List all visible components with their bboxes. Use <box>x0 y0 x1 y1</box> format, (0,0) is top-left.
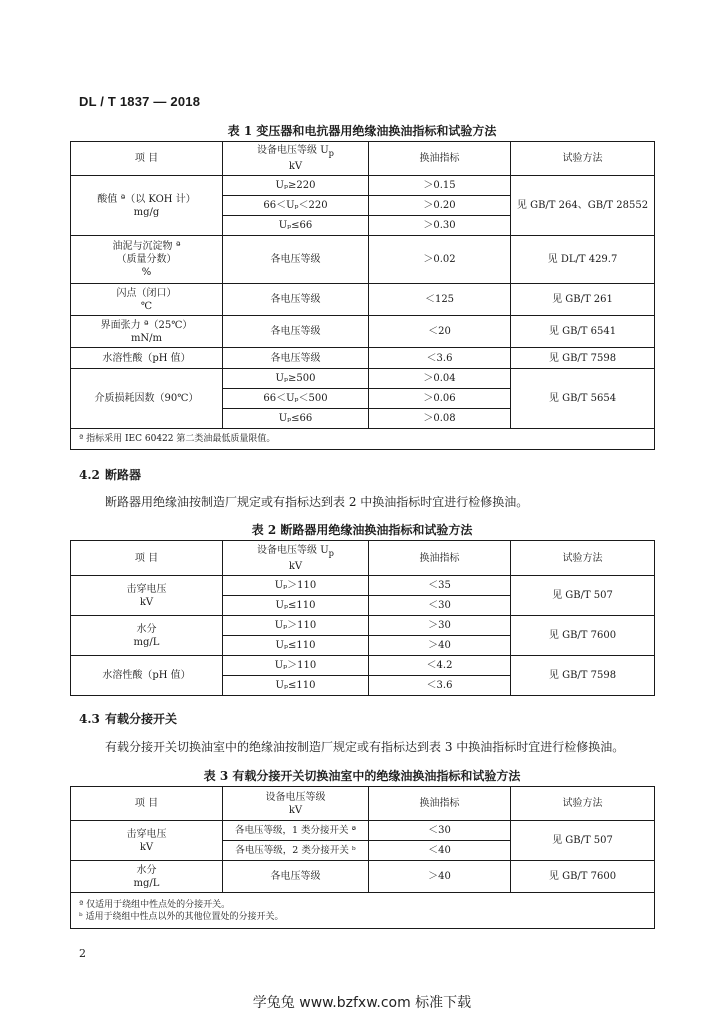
table2-level: Uₚ≤110 <box>223 636 369 656</box>
table1-header-item: 项 目 <box>71 142 223 176</box>
table1-method: 见 DL/T 429.7 <box>511 236 655 284</box>
table3-header-item: 项 目 <box>71 787 223 821</box>
section-number: 4.2 <box>79 468 100 482</box>
table1-item-interfacial-tension: 界面张力 ª（25℃） mN/m <box>71 316 223 348</box>
table2-header-voltage: 设备电压等级 $U_p$ kV <box>223 541 369 576</box>
table2 <box>70 540 655 696</box>
table1-level: Uₚ≥500 <box>223 369 369 389</box>
table2-header-item: 项 目 <box>71 541 223 576</box>
table2-method: 见 GB/T 7600 <box>511 616 655 656</box>
table3-limit: ＞40 <box>369 861 511 893</box>
table1-method: 见 GB/T 5654 <box>511 369 655 429</box>
table3-limit: ＜40 <box>369 841 511 861</box>
section-4-3-paragraph: 有载分接开关切换油室中的绝缘油按制造厂规定或有指标达到表 3 中换油指标时宜进行检修换油。 <box>105 740 625 754</box>
table2-level: Uₚ＞110 <box>223 656 369 676</box>
table1-item-water-soluble-acid: 水溶性酸（pH 值） <box>71 348 223 369</box>
section-4-3-heading <box>79 710 177 727</box>
table1-limit: ＞0.15 <box>369 176 511 196</box>
section-title: 断路器 <box>105 468 142 482</box>
table1-method: 见 GB/T 261 <box>511 284 655 316</box>
section-number: 4.3 <box>79 712 100 726</box>
table2-limit: ＜35 <box>369 576 511 596</box>
table1-level: 各电压等级 <box>223 236 369 284</box>
table3-footnote-a: ª 仅适用于绕组中性点处的分接开关。 <box>79 899 231 910</box>
table1-level: 各电压等级 <box>223 348 369 369</box>
table3-caption: 表 3 有载分接开关切换油室中的绝缘油换油指标和试验方法 <box>203 769 521 783</box>
table1-limit: ＞0.20 <box>369 196 511 216</box>
table3-level: 各电压等级，1 类分接开关 ª <box>223 821 369 841</box>
table3-method: 见 GB/T 507 <box>511 821 655 861</box>
table1-item-flash-point: 闪点（闭口） ℃ <box>71 284 223 316</box>
table1-level: 66＜Uₚ＜220 <box>223 196 369 216</box>
page-number: 2 <box>79 947 86 960</box>
table2-caption: 表 2 断路器用绝缘油换油指标和试验方法 <box>251 523 473 537</box>
table1-level: Uₚ≤66 <box>223 409 369 429</box>
table2-header-limit: 换油指标 <box>369 541 511 576</box>
table2-limit: ＜30 <box>369 596 511 616</box>
table2-level: Uₚ≤110 <box>223 596 369 616</box>
table3-footnote-b: ᵇ 适用于绕组中性点以外的其他位置处的分接开关。 <box>79 911 284 922</box>
table2-limit: ＞40 <box>369 636 511 656</box>
table2-item-breakdown-voltage: 击穿电压 kV <box>71 576 223 616</box>
table3-method: 见 GB/T 7600 <box>511 861 655 893</box>
table1-method: 见 GB/T 7598 <box>511 348 655 369</box>
table1-item-acid: 酸值 ª（以 KOH 计） mg/g <box>71 176 223 236</box>
table2-method: 见 GB/T 7598 <box>511 656 655 696</box>
table1-level: 各电压等级 <box>223 284 369 316</box>
table1-limit: ＜20 <box>369 316 511 348</box>
table1-caption: 表 1 变压器和电抗器用绝缘油换油指标和试验方法 <box>227 124 497 138</box>
table2-level: Uₚ≤110 <box>223 676 369 696</box>
table3-item-moisture: 水分 mg/L <box>71 861 223 893</box>
table1-header-voltage: 设备电压等级 $U_p$ kV <box>223 142 369 176</box>
table1-limit: ＞0.30 <box>369 216 511 236</box>
table3-header-voltage: 设备电压等级 kV <box>223 787 369 821</box>
table1-limit: ＜125 <box>369 284 511 316</box>
table3-footnotes <box>71 893 655 929</box>
table1-limit: ＞0.06 <box>369 389 511 409</box>
section-title: 有载分接开关 <box>105 712 178 726</box>
section-4-2-heading <box>79 466 141 483</box>
table3-header-method: 试验方法 <box>511 787 655 821</box>
table2-limit: ＜4.2 <box>369 656 511 676</box>
section-4-2-paragraph: 断路器用绝缘油按制造厂规定或有指标达到表 2 中换油指标时宜进行检修换油。 <box>105 495 529 509</box>
table2-limit: ＞30 <box>369 616 511 636</box>
table2-limit: ＜3.6 <box>369 676 511 696</box>
table3-limit: ＜30 <box>369 821 511 841</box>
table2-method: 见 GB/T 507 <box>511 576 655 616</box>
table1-limit: ＞0.02 <box>369 236 511 284</box>
table1 <box>70 141 655 450</box>
table1-header-method: 试验方法 <box>511 142 655 176</box>
table3-item-breakdown-voltage: 击穿电压 kV <box>71 821 223 861</box>
table1-header-limit: 换油指标 <box>369 142 511 176</box>
table1-level: Uₚ≥220 <box>223 176 369 196</box>
table1-method: 见 GB/T 264、GB/T 28552 <box>511 176 655 236</box>
table1-item-dielectric-loss: 介质损耗因数（90℃） <box>71 369 223 429</box>
table2-header-method: 试验方法 <box>511 541 655 576</box>
table1-level: 各电压等级 <box>223 316 369 348</box>
table2-level: Uₚ＞110 <box>223 576 369 596</box>
site-watermark: 学兔兔 www.bzfxw.com 标准下载 <box>252 995 472 1011</box>
table1-limit: ＞0.04 <box>369 369 511 389</box>
table1-level: Uₚ≤66 <box>223 216 369 236</box>
table1-method: 见 GB/T 6541 <box>511 316 655 348</box>
table3-level: 各电压等级，2 类分接开关 ᵇ <box>223 841 369 861</box>
table3-level: 各电压等级 <box>223 861 369 893</box>
table2-level: Uₚ＞110 <box>223 616 369 636</box>
table2-item-moisture: 水分 mg/L <box>71 616 223 656</box>
table1-limit: ＞0.08 <box>369 409 511 429</box>
table3 <box>70 786 655 929</box>
table2-item-water-soluble-acid: 水溶性酸（pH 值） <box>71 656 223 696</box>
standard-code: DL / T 1837 — 2018 <box>79 94 201 109</box>
table3-header-limit: 换油指标 <box>369 787 511 821</box>
table1-item-sludge: 油泥与沉淀物 ª （质量分数） % <box>71 236 223 284</box>
table1-limit: ＜3.6 <box>369 348 511 369</box>
table1-level: 66＜Uₚ＜500 <box>223 389 369 409</box>
table1-footnote: ª 指标采用 IEC 60422 第二类油最低质量限值。 <box>71 429 655 450</box>
